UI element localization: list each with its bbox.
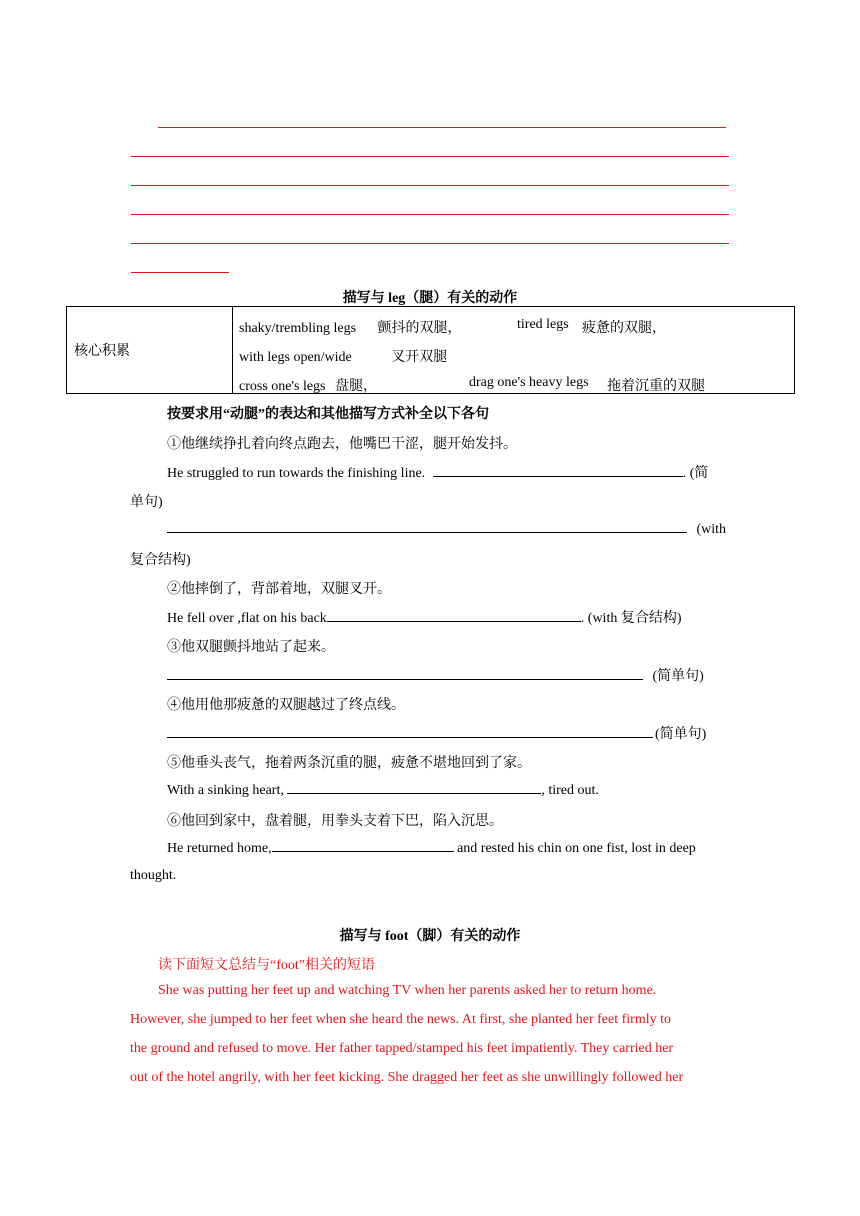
q1-english: [167, 462, 708, 482]
answer-blank[interactable]: [167, 520, 687, 533]
q4-line: [167, 723, 706, 743]
q3-chinese: ③他双腿颤抖地站了起来。: [167, 640, 335, 655]
q3-line: [167, 665, 704, 685]
table-label: 核心积累: [67, 307, 233, 394]
answer-blank[interactable]: [167, 725, 653, 738]
vocab-zh: 颤抖的双腿，: [377, 321, 462, 336]
vocab-zh: 疲惫的双腿，: [582, 321, 666, 336]
vocab-zh: 盘腿，: [335, 379, 378, 394]
q5-english-before: With a sinking heart,: [167, 783, 284, 798]
q5-english-after: , tired out.: [541, 783, 599, 798]
answer-blank[interactable]: [287, 781, 541, 794]
table-items-cell: [233, 307, 795, 394]
foot-instruction: 读下面短文总结与“foot”相关的短语: [158, 958, 375, 973]
exercise-instruction: 按要求用“动腿”的表达和其他描写方式补全以下各句: [167, 407, 489, 422]
q1-note-cont: 单句): [130, 495, 163, 510]
passage-line: She was putting her feet up and watching TV when her parents asked her to return home.: [158, 983, 657, 998]
q5-english: [167, 781, 599, 799]
q6-english-before: He returned home,: [167, 841, 272, 856]
vocab-en: with legs open/wide: [239, 350, 352, 365]
passage-line: However, she jumped to her feet when she heard the news. At first, she planted her feet firmly to: [130, 1012, 671, 1027]
vocab-en: tired legs: [517, 317, 569, 332]
answer-line: [131, 156, 729, 157]
q2-english: [167, 607, 682, 627]
q2-english-text: He fell over ,flat on his back: [167, 611, 327, 626]
passage-line: out of the hotel angrily, with her feet kicking. She dragged her feet as she unwillingly followed her: [130, 1070, 684, 1085]
answer-line: [158, 127, 726, 128]
vocab-en: cross one's legs: [239, 379, 326, 394]
q4-note: (简单句): [655, 727, 707, 742]
q6-english: [167, 839, 696, 857]
vocab-row: [239, 317, 666, 337]
answer-blank[interactable]: [272, 839, 454, 852]
q4-chinese: ④他用他那疲惫的双腿越过了终点线。: [167, 698, 405, 713]
answer-blank[interactable]: [167, 667, 643, 680]
q6-chinese: ⑥他回到家中，盘着腿，用拳头支着下巴，陷入沉思。: [167, 814, 503, 829]
vocab-table: [66, 306, 795, 394]
q2-note: . (with 复合结构): [580, 611, 682, 626]
q1-note: . (简: [682, 466, 709, 481]
answer-line: [131, 214, 729, 215]
q1-with-line: [167, 520, 726, 538]
vocab-row: [239, 346, 447, 366]
q5-chinese: ⑤他垂头丧气，拖着两条沉重的腿，疲惫不堪地回到了家。: [167, 756, 531, 771]
vocab-zh: 拖着沉重的双腿: [607, 379, 705, 394]
q6-english-cont: thought.: [130, 868, 177, 883]
q1-note-b-cont: 复合结构): [130, 553, 191, 568]
answer-line: [131, 185, 729, 186]
vocab-row: [239, 375, 705, 395]
q1-chinese: ①他继续挣扎着向终点跑去，他嘴巴干涩，腿开始发抖。: [167, 437, 517, 452]
answer-line: [131, 272, 229, 273]
answer-blank[interactable]: [327, 609, 581, 622]
q2-chinese: ②他摔倒了，背部着地，双腿叉开。: [167, 582, 391, 597]
answer-blank[interactable]: [433, 464, 683, 477]
section-title-foot: 描写与 foot（脚）有关的动作: [339, 929, 521, 944]
answer-line: [131, 243, 729, 244]
passage-line: the ground and refused to move. Her father tapped/stamped his feet impatiently. They carried her: [130, 1041, 674, 1056]
q1-note-b: (with: [696, 522, 727, 537]
vocab-en: drag one's heavy legs: [469, 375, 589, 390]
q3-note: (简单句): [652, 669, 704, 684]
section-title-leg: 描写与 leg（腿）有关的动作: [342, 291, 518, 306]
q6-english-after: and rested his chin on one fist, lost in deep: [457, 841, 696, 856]
q1-english-text: He struggled to run towards the finishing line.: [167, 466, 426, 481]
vocab-zh: 叉开双腿: [391, 350, 448, 365]
vocab-en: shaky/trembling legs: [239, 321, 357, 336]
